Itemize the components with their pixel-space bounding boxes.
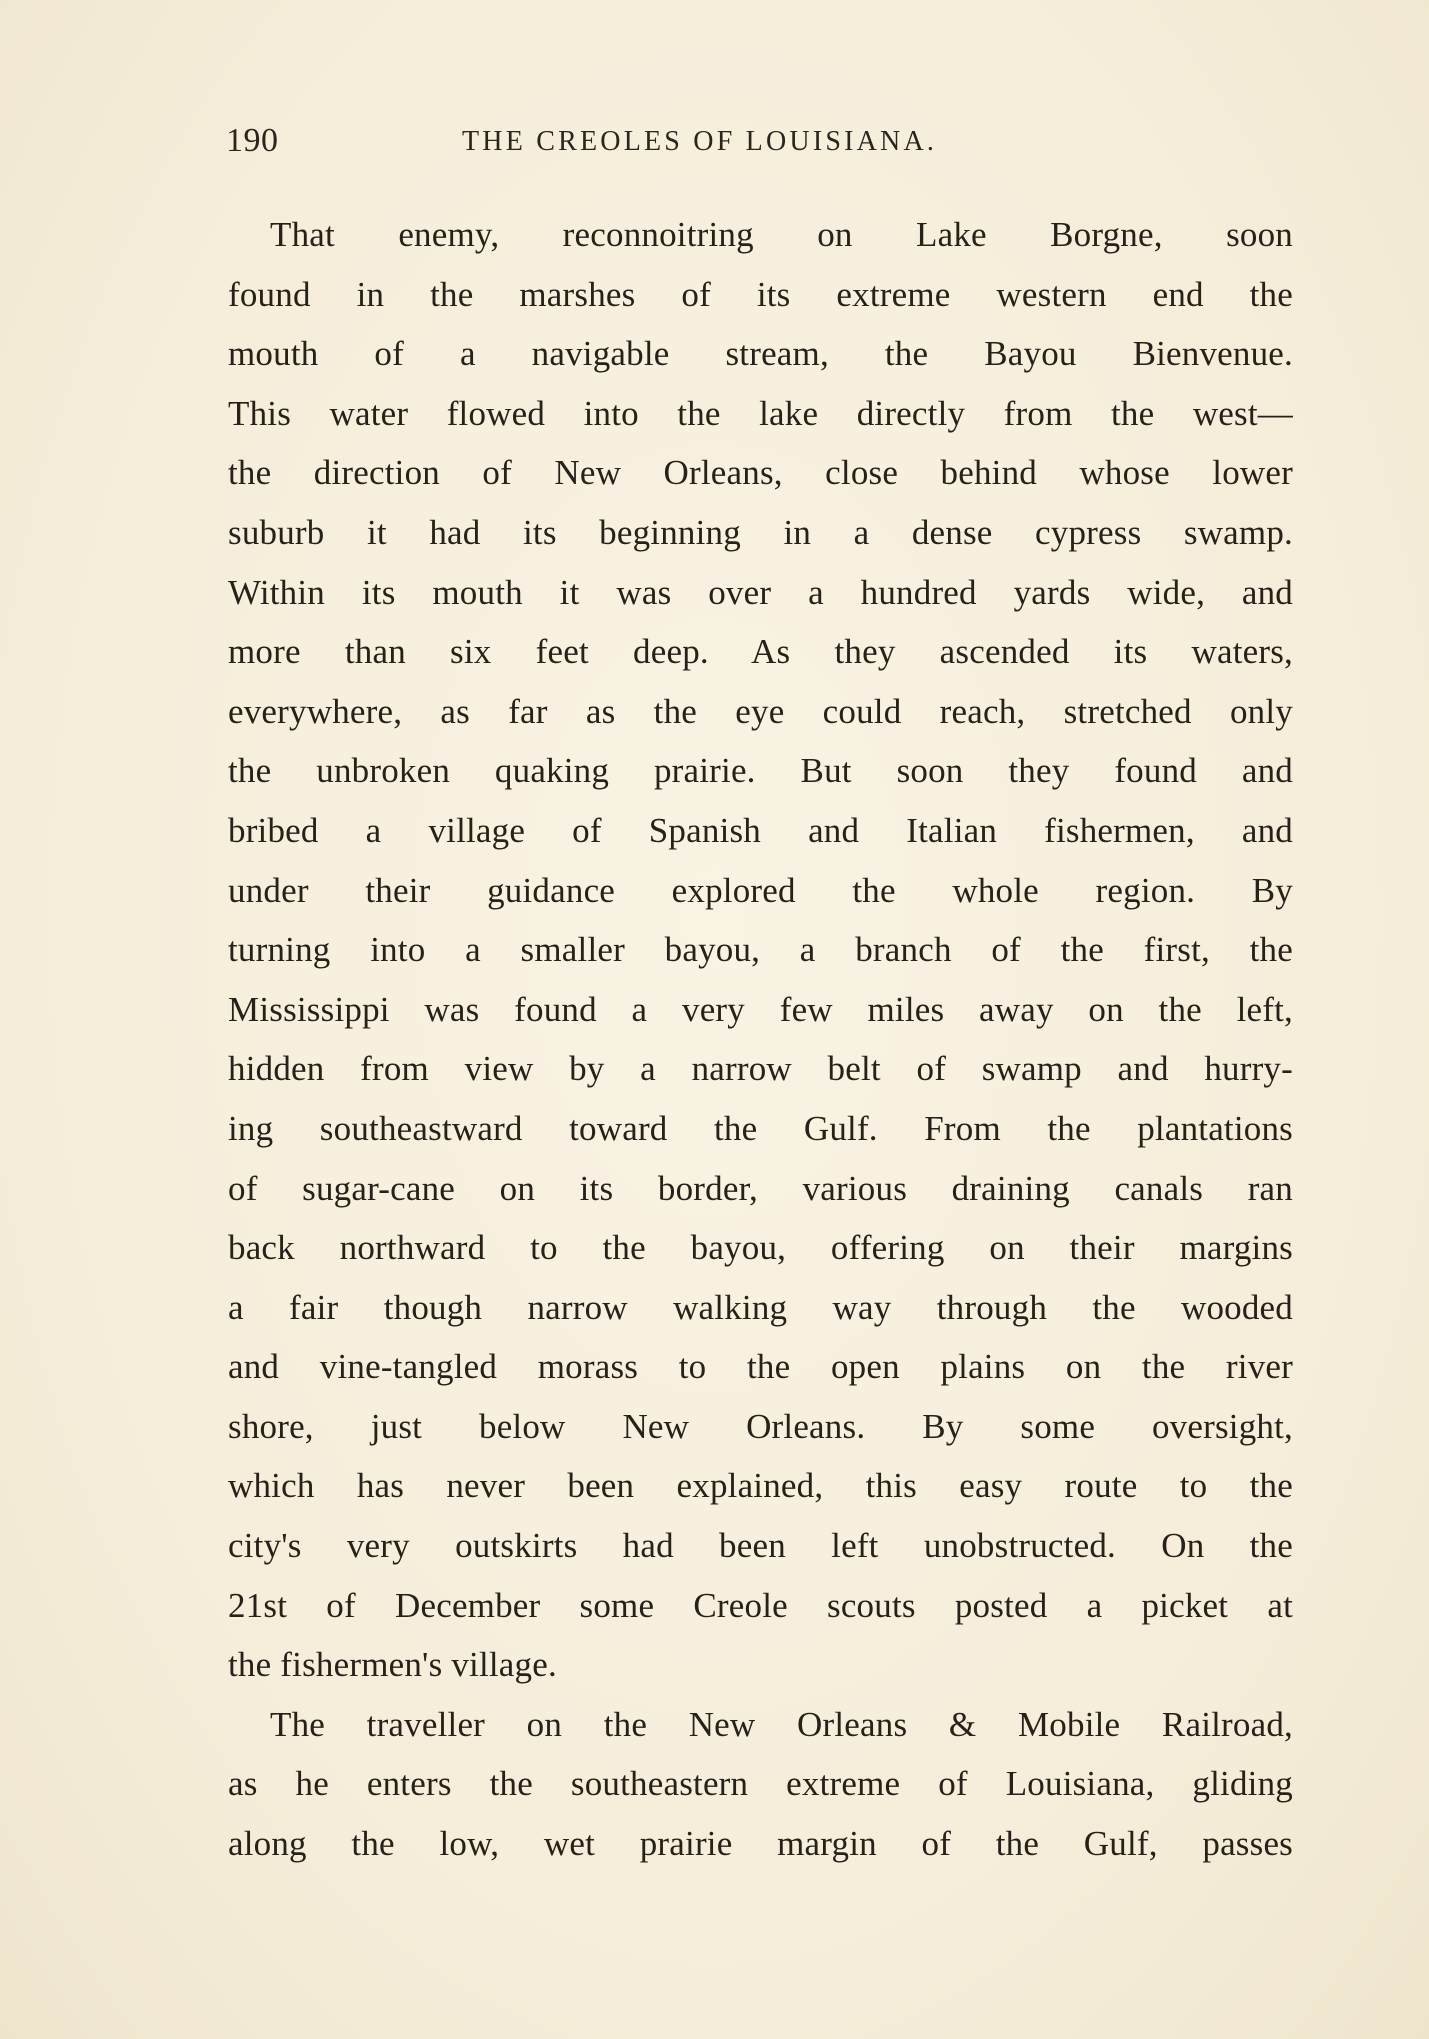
text-line: found in the marshes of its extreme western end the xyxy=(228,274,1293,314)
text-line: of sugar-cane on its border, various draining canals ran xyxy=(228,1168,1293,1208)
text-line: more than six feet deep. As they ascended its waters, xyxy=(228,632,1293,672)
text-line: Within its mouth it was over a hundred yards wide, and xyxy=(228,572,1293,612)
text-line: a fair though narrow walking way through the wooded xyxy=(228,1287,1293,1327)
text-line: bribed a village of Spanish and Italian fishermen, and xyxy=(228,810,1293,850)
text-line: shore, just below New Orleans. By some oversight, xyxy=(228,1406,1293,1446)
text-line: back northward to the bayou, offering on their margins xyxy=(228,1228,1293,1268)
text-line: the unbroken quaking prairie. But soon they found and xyxy=(228,751,1293,791)
page-header xyxy=(226,122,1046,172)
text-line: 21st of December some Creole scouts posted a picket at xyxy=(228,1585,1293,1625)
body-text xyxy=(228,205,1293,1874)
text-line: under their guidance explored the whole region. By xyxy=(228,870,1293,910)
text-line: which has never been explained, this easy route to the xyxy=(228,1466,1293,1506)
text-line: mouth of a navigable stream, the Bayou Bienvenue. xyxy=(228,334,1293,374)
text-line: hidden from view by a narrow belt of swamp and hurry- xyxy=(228,1049,1293,1089)
text-line: turning into a smaller bayou, a branch of the first, the xyxy=(228,930,1293,970)
text-line: and vine-tangled morass to the open plains on the river xyxy=(228,1347,1293,1387)
text-line: This water flowed into the lake directly from the west— xyxy=(228,393,1293,433)
text-line: The traveller on the New Orleans & Mobile Railroad, xyxy=(270,1704,1293,1744)
running-title: THE CREOLES OF LOUISIANA. xyxy=(462,126,938,157)
text-line: the direction of New Orleans, close behind whose lower xyxy=(228,453,1293,493)
text-line: everywhere, as far as the eye could reach, stretched only xyxy=(228,691,1293,731)
text-line: along the low, wet prairie margin of the Gulf, passes xyxy=(228,1824,1293,1864)
text-line: Mississippi was found a very few miles away on the left, xyxy=(228,989,1293,1029)
text-line: city's very outskirts had been left unobstructed. On the xyxy=(228,1526,1293,1566)
text-line: the fishermen's village. xyxy=(228,1645,557,1685)
text-line: as he enters the southeastern extreme of Louisiana, gliding xyxy=(228,1764,1293,1804)
text-line: suburb it had its beginning in a dense cypress swamp. xyxy=(228,512,1293,552)
text-line: ing southeastward toward the Gulf. From the plantations xyxy=(228,1108,1293,1148)
page-number: 190 xyxy=(226,122,279,159)
text-line: That enemy, reconnoitring on Lake Borgne, soon xyxy=(270,215,1293,254)
